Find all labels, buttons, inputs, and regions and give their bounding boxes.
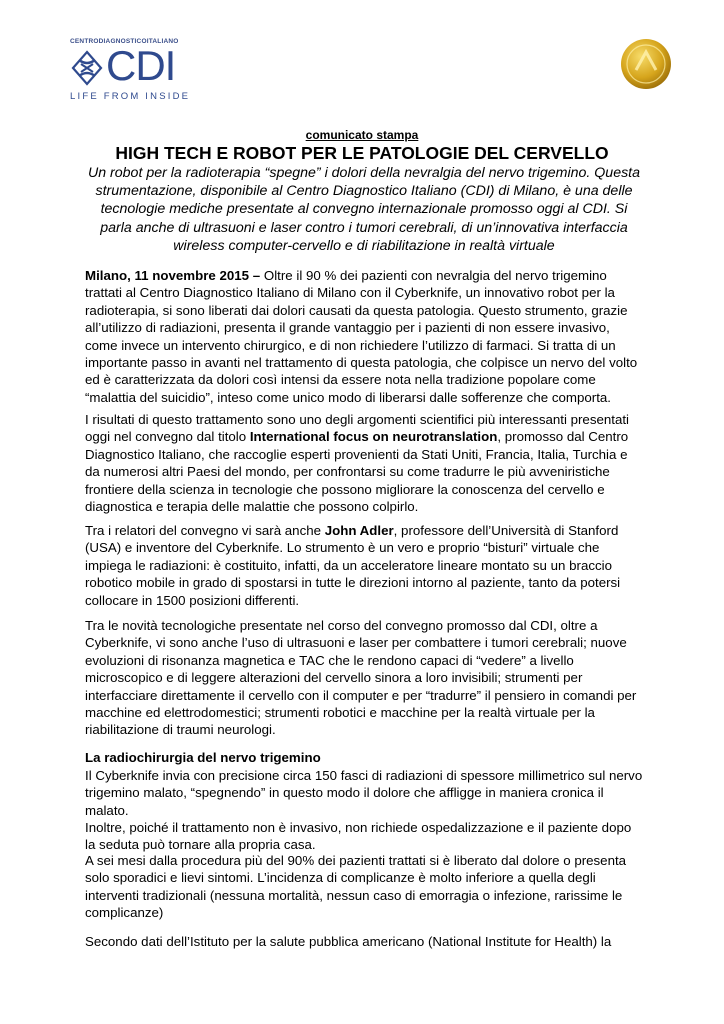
paragraph-7: A sei mesi dalla procedura più del 90% dei pazienti trattati si è liberato dal dolore o presenta solo sporadici e lievi sintomi. L’incidenza di complicanze è molto inferiore a quella degli interventi tradizionali (nessuna mortalità, nessun caso di emorragia o infezione, rarissime le complicanze): [85, 853, 627, 921]
paragraph-1-text: Oltre il 90 % dei pazienti con nevralgia del nervo trigemino trattati al Centro Diagnostico Italiano di Milano con il Cyberknife, un innovativo robot per la radioterapia, si sono liberati dai dolori causati da questa patologia. Questo strumento, grazie all’utilizzo di radiazioni, presenta il grande vantaggio per i pazienti di non essere invasivo, come invece un intervento chirurgico, e di non richiedere l’utilizzo di farmaci. Si tratta di un importante passo in avanti nel trattamento di questa patologia, che colpisce un nervo del volto ed è caratterizzata da dolori così intensi da essere nota nella tradizione popolare come “malattia del suicidio”, inteso come unico modo di liberarsi dalle sofferenze che comporta.: [85, 268, 638, 405]
paragraph-5: Il Cyberknife invia con precisione circa 150 fasci di radiazioni di spessore millimetrico sul nervo trigemino malato, “spegnendo” in questo modo il dolore che affligge in maniera cronica il malato.: [85, 768, 643, 818]
paragraph-3-text-b: , professore dell’Università di Stanford (USA) e inventore del Cyberknife. Lo strumento è un vero e proprio “bisturi” virtuale che impiega le radiazioni: è costituito, infatti, da un acceleratore lineare montato su un braccio robotico mobile in grado di spostarsi in tutte le direzioni intorno al paziente, tanto da potersi collocare in 1500 posizioni differenti.: [85, 523, 621, 608]
cdi-diamond-icon: [70, 48, 104, 88]
logo-tagline: LIFE FROM INSIDE: [70, 91, 191, 102]
cdi-logo: [70, 38, 220, 108]
gold-seal-icon: [620, 38, 672, 90]
subtitle: Un robot per la radioterapia “spegne” i dolori della nevralgia del nervo trigemino. Questa strumentazione, disponibile al Centro Diagnostico Italiano (CDI) di Milano, è una delle tecnologie mediche presentate al convegno internazionale promosso oggi al CDI. Si parla anche di ultrasuoni e laser contro i tumori cerebrali, di un’innovativa interfaccia wireless computer-cervello e di riabilitazione in realtà virtuale: [87, 165, 641, 254]
paragraph-4: Tra le novità tecnologiche presentate nel corso del convegno promosso dal CDI, oltre a Cyberknife, vi sono anche l’uso di ultrasuoni e laser per combattere i tumori cerebrali; nuove evoluzioni di risonanza magnetica e TAC che le rendono capaci di “vedere” a livello microscopico e di leggere alterazioni del cervello sinora a loro invisibili; strumenti per interfacciare direttamente il cervello con il computer e per “tradurre” il pensiero in comandi per macchine ed elettrodomestici; strumenti robotici e macchine per la realtà virtuale per la riabilitazione di traumi neurologi.: [85, 618, 637, 738]
speaker-name: John Adler: [324, 523, 394, 538]
paragraph-1: [85, 267, 645, 406]
section-title: La radiochirurgia del nervo trigemino: [85, 750, 321, 765]
logo-text: CDI: [106, 42, 176, 89]
paragraph-2-text-a: I risultati di questo trattamento sono uno degli argomenti scientifici più interessanti presentati oggi nel convegno dal titolo: [85, 412, 629, 445]
section-heading: [85, 749, 645, 766]
dateline: Milano, 11 novembre 2015 –: [85, 268, 261, 283]
kicker-label: comunicato stampa: [305, 128, 419, 142]
paragraph-8: Secondo dati dell’Istituto per la salute pubblica americano (National Institute for Health) la: [85, 934, 612, 949]
logo-org-name: CENTRODIAGNOSTICOITALIANO: [70, 38, 179, 45]
page-title: HIGH TECH E ROBOT PER LE PATOLOGIE DEL CERVELLO: [115, 143, 609, 163]
paragraph-3: [85, 522, 645, 609]
paragraph-2: [85, 411, 645, 515]
conference-title: International focus on neurotranslation: [249, 429, 498, 445]
paragraph-3-text-a: Tra i relatori del convegno vi sarà anche: [85, 523, 325, 538]
paragraph-6: Inoltre, poiché il trattamento non è invasivo, non richiede ospedalizzazione e il paziente dopo la seduta può tornare alla propria casa.: [85, 820, 632, 853]
paragraph-2-text-b: , promosso dal Centro Diagnostico Italiano, che raccoglie esperti provenienti da Stati Uniti, Francia, Italia, Turchia e da numerosi altri Paesi del mondo, per confrontarsi su come tradurre le più avveniristiche frontiere della scienza in tecnologie che possono migliorare la conoscenza del cervello e diagnostica e terapia delle malattie che possono colpirlo.: [85, 429, 629, 515]
